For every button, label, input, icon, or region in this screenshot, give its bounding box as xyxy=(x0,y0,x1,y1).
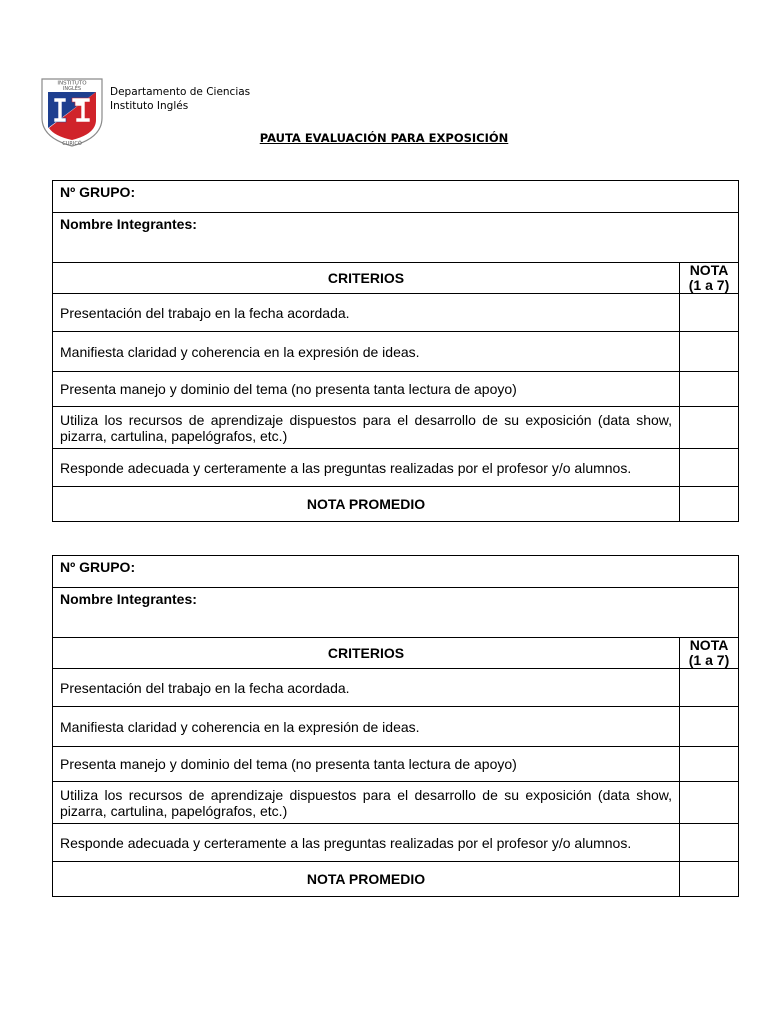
evaluation-table-1 xyxy=(52,180,739,522)
group-number-field[interactable]: Nº GRUPO: xyxy=(53,181,739,213)
criterion-text: Manifiesta claridad y coherencia en la expresión de ideas. xyxy=(53,707,680,747)
criterion-row xyxy=(53,782,739,824)
grade-cell[interactable] xyxy=(680,782,739,824)
criterion-row xyxy=(53,669,739,707)
grade-header-line-2: (1 a 7) xyxy=(688,277,730,293)
criterion-text: Presenta manejo y dominio del tema (no presenta tanta lectura de apoyo) xyxy=(53,747,680,782)
grade-header-line-2: (1 a 7) xyxy=(688,652,730,668)
criterion-text: Responde adecuada y certeramente a las preguntas realizadas por el profesor y/o alumnos. xyxy=(53,824,680,862)
svg-text:INGLÉS: INGLÉS xyxy=(62,86,82,92)
average-label: NOTA PROMEDIO xyxy=(53,862,680,897)
grade-cell[interactable] xyxy=(680,747,739,782)
criterion-text: Utiliza los recursos de aprendizaje dispuestos para el desarrollo de su exposición (data show, pizarra, cartulina, papelógrafos, etc.) xyxy=(53,782,680,824)
criterion-row xyxy=(53,449,739,487)
grade-cell[interactable] xyxy=(680,669,739,707)
grade-cell[interactable] xyxy=(680,449,739,487)
criterion-row xyxy=(53,372,739,407)
average-grade-cell[interactable] xyxy=(680,487,739,522)
grade-header xyxy=(680,638,739,669)
svg-text:CURICÓ: CURICÓ xyxy=(62,141,82,147)
grade-cell[interactable] xyxy=(680,824,739,862)
document-title: PAUTA EVALUACIÓN PARA EXPOSICIÓN xyxy=(259,131,509,145)
criterion-row xyxy=(53,332,739,372)
criteria-header-row xyxy=(53,638,739,669)
criterion-text: Presenta manejo y dominio del tema (no presenta tanta lectura de apoyo) xyxy=(53,372,680,407)
criterion-row xyxy=(53,747,739,782)
grade-cell[interactable] xyxy=(680,707,739,747)
average-row xyxy=(53,487,739,522)
criterion-row xyxy=(53,824,739,862)
department-name: Departamento de Ciencias xyxy=(110,86,251,98)
criterion-row xyxy=(53,294,739,332)
institution-name: Instituto Inglés xyxy=(110,100,189,112)
grade-cell[interactable] xyxy=(680,407,739,449)
criterion-text: Utiliza los recursos de aprendizaje dispuestos para el desarrollo de su exposición (data show, pizarra, cartulina, papelógrafos, etc.) xyxy=(53,407,680,449)
group-row xyxy=(53,556,739,588)
group-number-field[interactable]: Nº GRUPO: xyxy=(53,556,739,588)
criteria-header-row xyxy=(53,263,739,294)
criterion-text: Responde adecuada y certeramente a las preguntas realizadas por el profesor y/o alumnos. xyxy=(53,449,680,487)
average-row xyxy=(53,862,739,897)
grade-header xyxy=(680,263,739,294)
members-row xyxy=(53,588,739,638)
criterion-text: Presentación del trabajo en la fecha acordada. xyxy=(53,294,680,332)
criterion-row xyxy=(53,707,739,747)
members-row xyxy=(53,213,739,263)
members-names-field[interactable]: Nombre Integrantes: xyxy=(53,588,739,638)
grade-cell[interactable] xyxy=(680,372,739,407)
criteria-header: CRITERIOS xyxy=(53,263,680,294)
department-block xyxy=(110,85,250,113)
criteria-header: CRITERIOS xyxy=(53,638,680,669)
grade-header-line-1: NOTA xyxy=(689,262,729,278)
grade-cell[interactable] xyxy=(680,332,739,372)
criterion-text: Manifiesta claridad y coherencia en la expresión de ideas. xyxy=(53,332,680,372)
average-grade-cell[interactable] xyxy=(680,862,739,897)
criterion-row xyxy=(53,407,739,449)
criterion-text: Presentación del trabajo en la fecha acordada. xyxy=(53,669,680,707)
svg-text:INSTITUTO: INSTITUTO xyxy=(57,80,87,87)
grade-cell[interactable] xyxy=(680,294,739,332)
group-row xyxy=(53,181,739,213)
grade-header-line-1: NOTA xyxy=(689,637,729,653)
average-label: NOTA PROMEDIO xyxy=(53,487,680,522)
evaluation-table-2 xyxy=(52,555,739,897)
members-names-field[interactable]: Nombre Integrantes: xyxy=(53,213,739,263)
